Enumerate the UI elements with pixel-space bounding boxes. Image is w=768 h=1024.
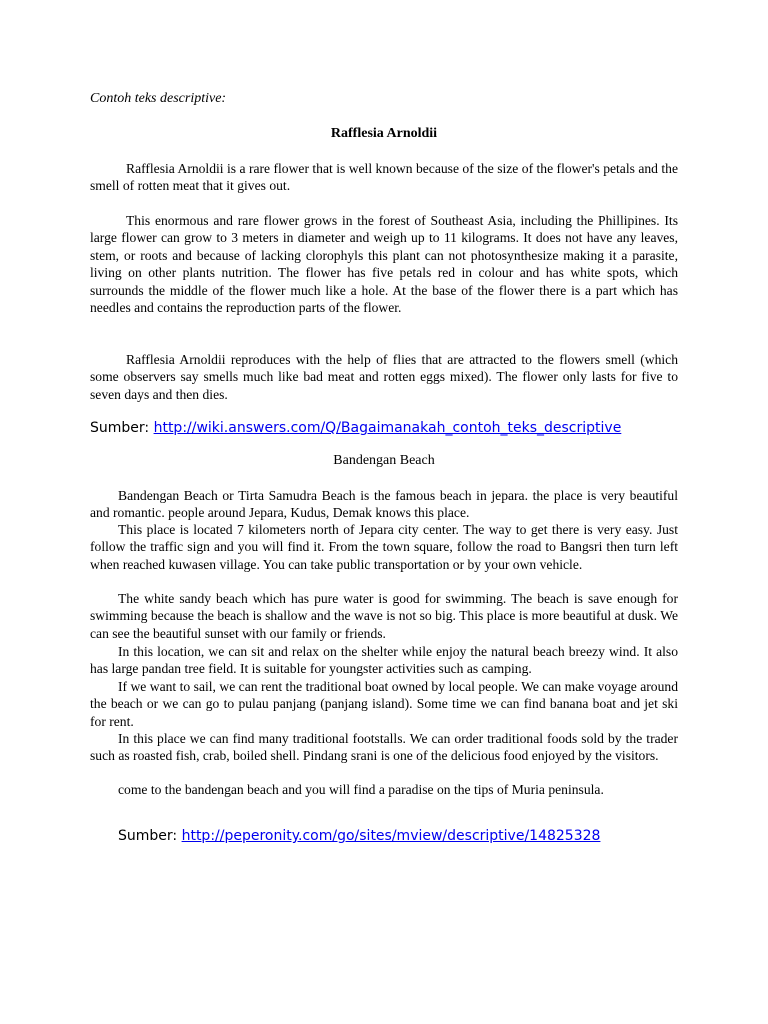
rafflesia-paragraph-1: Rafflesia Arnoldii is a rare flower that is well known because of the size of the flower's petals and the smell of rotten meat that it gives out. xyxy=(90,161,678,194)
bandengan-source-link[interactable]: http://peperonity.com/go/sites/mview/descriptive/14825328 xyxy=(181,828,601,844)
bandengan-paragraph-2: This place is located 7 kilometers north of Jepara city center. The way to get there is very easy. Just follow the traffic sign and you will find it. From the town square, follow the road to Bangsri then turn left when reached kuwasen village. You can take public transportation or by your own vehicle. xyxy=(90,522,678,572)
bandengan-source xyxy=(118,827,600,845)
section-title-bandengan: Bandengan Beach xyxy=(333,453,435,468)
bandengan-paragraph-5: If we want to sail, we can rent the traditional boat owned by local people. We can make voyage around the beach or we can go to pulau panjang (panjang island). Some time we can find banana boat and jet ski for rent. xyxy=(90,679,678,729)
rafflesia-paragraph-2: This enormous and rare flower grows in the forest of Southeast Asia, including the Phillipines. Its large flower can grow to 3 meters in diameter and weigh up to 11 kilograms. It does not have any leaves, stem, or roots and because of lacking clorophyls this plant can not photosynthesize making it a parasite, living on other plants nutrition. The flower has five petals red in colour and has white spots, which surrounds the middle of the flower much like a hole. At the base of the flower there is a part which has needles and contains the reproduction parts of the flower. xyxy=(90,213,678,316)
rafflesia-source-label: Sumber: xyxy=(90,420,154,436)
bandengan-paragraph-4: In this location, we can sit and relax on the shelter while enjoy the natural beach breezy wind. It also has large pandan tree field. It is suitable for youngster activities such as camping. xyxy=(90,644,678,677)
section-title-rafflesia: Rafflesia Arnoldii xyxy=(330,126,438,141)
heading-label: Contoh teks descriptive: xyxy=(90,91,227,106)
bandengan-source-label: Sumber: xyxy=(118,828,182,844)
bandengan-paragraph-1: Bandengan Beach or Tirta Samudra Beach is the famous beach in jepara. the place is very beautiful and romantic. people around Jepara, Kudus, Demak knows this place. xyxy=(90,488,678,521)
bandengan-paragraph-6: In this place we can find many traditional footstalls. We can order traditional foods sold by the trader such as roasted fish, crab, boiled shell. Pindang srani is one of the delicious food enjoyed by the visitors. xyxy=(90,731,678,764)
rafflesia-paragraph-3: Rafflesia Arnoldii reproduces with the help of flies that are attracted to the flowers smell (which some observers say smells much like bad meat and rotten eggs mixed). The flower only lasts for five to seven days and then dies. xyxy=(90,352,678,402)
rafflesia-source xyxy=(90,419,621,437)
rafflesia-source-link[interactable]: http://wiki.answers.com/Q/Bagaimanakah_contoh_teks_descriptive xyxy=(153,420,622,436)
bandengan-paragraph-3: The white sandy beach which has pure water is good for swimming. The beach is save enough for swimming because the beach is shallow and the wave is not so big. This place is more beautiful at dusk. We can see the beautiful sunset with our family or friends. xyxy=(90,591,678,641)
bandengan-paragraph-7: come to the bandengan beach and you will find a paradise on the tips of Muria peninsula. xyxy=(118,782,604,797)
